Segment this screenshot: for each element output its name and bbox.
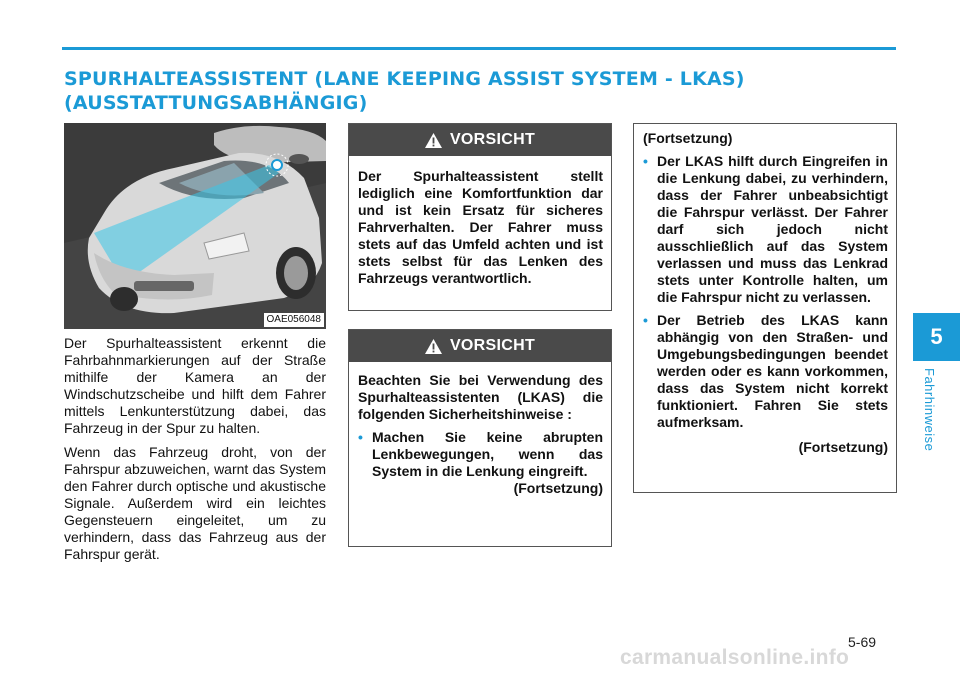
caution-body-1 — [349, 156, 611, 297]
image-reference-code: OAE056048 — [264, 313, 325, 327]
intro-paragraph-2: Wenn das Fahrzeug droht, von der Fahrspur abzuweichen, warnt das System den Fahrer durch optische und akustische Signale. Außerdem wird ein leichtes Gegensteuern eingeleitet, um zu verhindern, dass das Fahrzeug aus der Fahrspur gerät. — [64, 444, 326, 562]
continued-note: (Fortsetzung) — [798, 439, 888, 455]
lkas-camera-illustration — [64, 123, 326, 329]
list-item — [643, 153, 888, 306]
watermark: carmanualsonline.info — [620, 646, 850, 669]
warning-triangle-icon — [425, 339, 442, 354]
warning-triangle-icon — [425, 133, 442, 148]
top-rule — [62, 47, 896, 50]
caution-intro-2: Beachten Sie bei Verwendung des Spurhalteassistenten (LKAS) die folgenden Sicherheitshinweise : — [358, 372, 603, 422]
caution-heading-2: VORSICHT — [449, 337, 536, 354]
caution-header-1 — [349, 124, 611, 156]
caution-header-2 — [349, 330, 611, 362]
bullet-icon: • — [358, 429, 363, 445]
list-item — [643, 312, 888, 431]
bullet-icon: • — [643, 312, 648, 328]
title-line-1: SPURHALTEASSISTENT (LANE KEEPING ASSIST SYSTEM - LKAS) — [64, 68, 745, 90]
chapter-tab — [913, 313, 960, 361]
bullet-text: Der Betrieb des LKAS kann abhängig von den Straßen- und Umgebungsbedingungen beendet werden oder es kann vorkommen, dass das System nicht korrekt funktioniert. Fahren Sie stets aufmerksam. — [657, 312, 888, 430]
car-illustration — [64, 123, 326, 329]
list-item — [358, 429, 603, 480]
chapter-label — [922, 368, 942, 460]
caution-text-1: Der Spurhalteassistent stellt lediglich eine Komfortfunktion dar und ist kein Ersatz für sicheres Fahrverhalten. Der Fahrer muss stets auf das Umfeld achten und ist stets selbst für das Lenken des Fahrzeugs verantwortlich. — [358, 168, 603, 286]
chapter-label-text: Fahrhinweise — [922, 368, 937, 452]
bullet-text: Der LKAS hilft durch Eingreifen in die Lenkung dabei, zu verhindern, dass der Fahrer unbeabsichtigt die Fahrspur verlässt. Der Fahrer darf sich jedoch nicht ausschließlich auf das System verlassen und muss das Lenkrad stets unter Kontrolle halten, um die Fahrspur nicht zu verlassen. — [657, 153, 888, 305]
caution-body-2 — [349, 362, 611, 507]
chapter-number: 5 — [930, 324, 943, 349]
caution-box-1 — [348, 123, 612, 311]
caution-body-3 — [634, 124, 896, 464]
continued-note: (Fortsetzung) — [513, 480, 603, 496]
continuation-label: (Fortsetzung) — [643, 130, 733, 146]
page-title — [64, 67, 824, 115]
page-number: 5-69 — [848, 634, 877, 650]
caution-heading-1: VORSICHT — [449, 131, 536, 148]
caution-box-2 — [348, 329, 612, 547]
bullet-text: Machen Sie keine abrupten Lenkbewegungen, wenn das System in die Lenkung eingreift. — [372, 429, 603, 479]
caution-box-3 — [633, 123, 897, 493]
title-line-2: (AUSSTATTUNGSABHÄNGIG) — [64, 92, 368, 114]
intro-paragraph-1: Der Spurhalteassistent erkennt die Fahrbahnmarkierungen auf der Straße mithilfe der Kamera an der Windschutzscheibe und hilft dem Fahrer mittels Lenkunterstützung dabei, das Fahrzeug in der Spur zu halten. — [64, 335, 326, 436]
bullet-icon: • — [643, 153, 648, 169]
intro-text — [64, 335, 326, 570]
